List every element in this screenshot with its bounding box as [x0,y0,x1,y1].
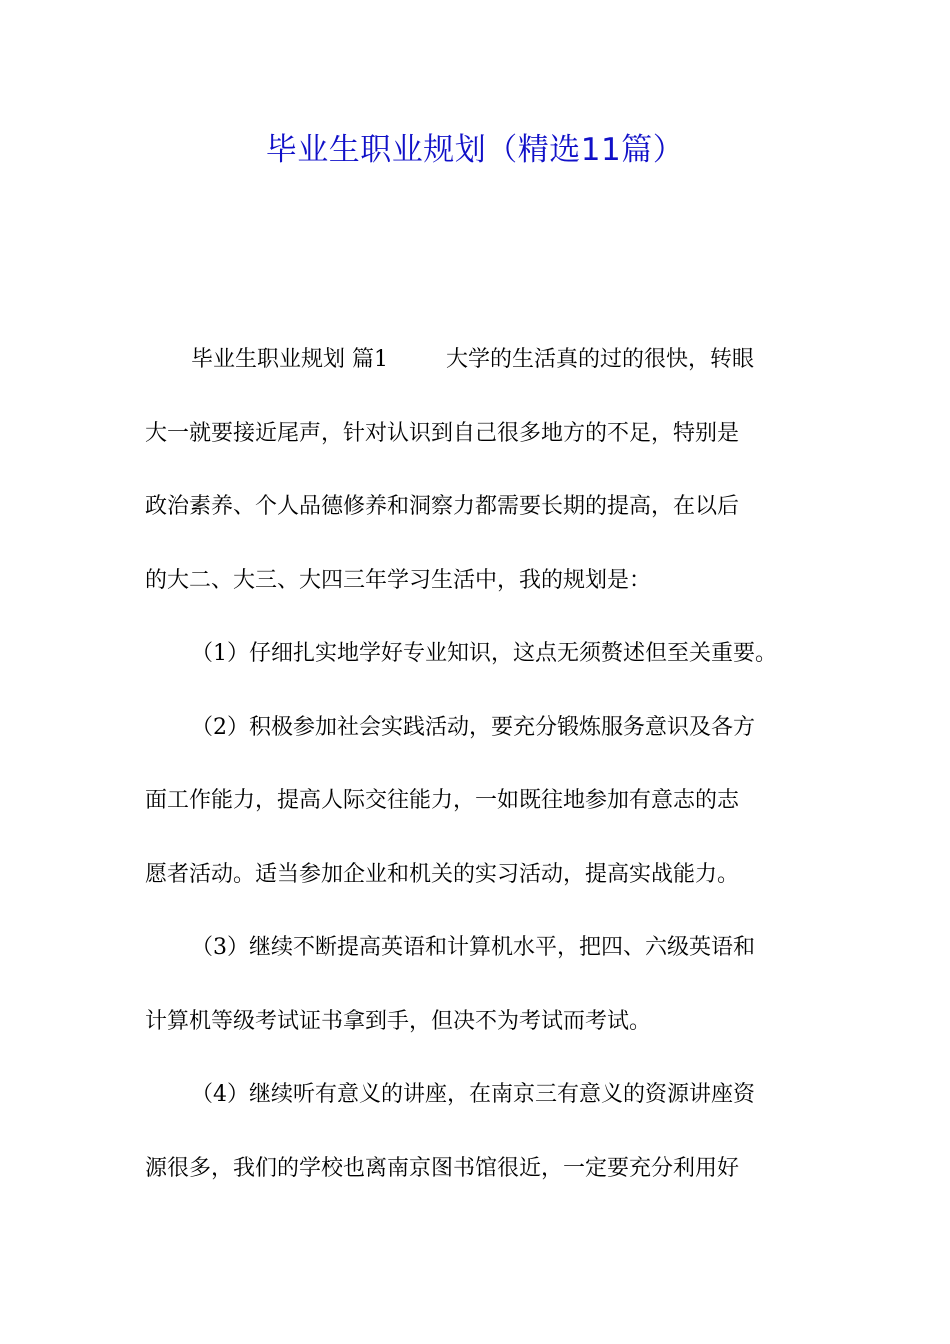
paragraph-line-7 [145,781,815,855]
paragraph-line-3 [145,487,815,561]
paragraph-line-5 [145,634,815,708]
line-text: （3）继续不断提高英语和计算机水平，把四、六级英语和 [191,935,755,960]
paragraph-line-2 [145,414,815,488]
line-text: （2）积极参加社会实践活动，要充分锻炼服务意识及各方 [191,714,755,740]
paragraph-line-9 [145,928,815,1002]
line-text: 的大二、大三、大四三年学习生活中，我的规划是： [145,567,652,593]
line-text: 愿者活动。适当参加企业和机关的实习活动，提高实战能力。 [145,861,740,887]
paragraph-line-1 [145,340,815,414]
line-text: 大一就要接近尾声，针对认识到自己很多地方的不足，特别是 [145,420,740,446]
line-text: （1）仔细扎实地学好专业知识，这点无须赘述但至关重要。 [191,641,777,666]
document-body [145,340,815,1222]
line-text: 政治素养、个人品德修养和洞察力都需要长期的提高，在以后 [145,494,740,519]
line-text: 源很多，我们的学校也离南京图书馆很近，一定要充分利用好 [145,1155,740,1181]
paragraph-line-11 [145,1075,815,1149]
line-text: （4）继续听有意义的讲座，在南京三有意义的资源讲座资 [191,1082,755,1107]
section-heading: 毕业生职业规划 篇1 [191,347,388,372]
line-text: 面工作能力，提高人际交往能力，一如既往地参加有意志的志 [145,788,740,813]
document-title: 毕业生职业规划（精选11篇） [265,132,685,168]
paragraph-line-4 [145,561,815,635]
line-text: 计算机等级考试证书拿到手，但决不为考试而考试。 [145,1008,652,1034]
paragraph-line-12 [145,1149,815,1223]
line-text: 大学的生活真的过的很快，转眼 [446,347,755,372]
paragraph-line-10 [145,1002,815,1076]
paragraph-line-6 [145,708,815,782]
paragraph-line-8 [145,855,815,929]
